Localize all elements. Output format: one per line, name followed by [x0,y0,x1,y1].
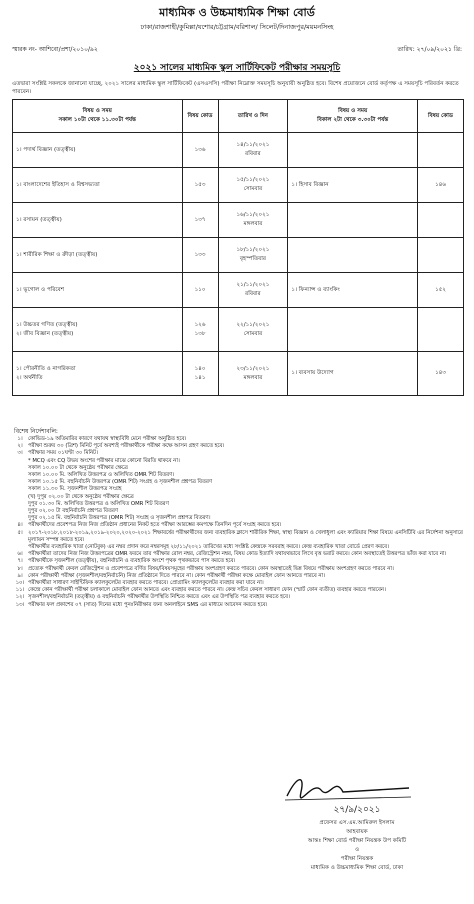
note-item [12,494,464,501]
afternoon-code: ১৪৬ [418,168,464,203]
morning-subject: ১। পৌরনীতি ও নাগরিকতা ২। অর্থনীতি [13,352,183,396]
morning-code: ১৩৩ [182,238,218,273]
header-code-2: বিষয় কোড [418,100,464,133]
note-text: সকাল ১১.৩০ মি. সৃজনশীল উত্তরপত্র সংগ্রহ [28,486,122,493]
note-number [12,472,28,479]
note-item [12,530,464,544]
afternoon-subject [288,238,418,273]
morning-subject: ১। রসায়ন (তত্ত্বীয়) [13,203,183,238]
table-row [13,352,464,396]
exam-date: ১৫/১১/২০২১ সোমবার [218,168,288,203]
note-item [12,594,464,601]
morning-code: ১২৬ ১৩৮ [182,308,218,352]
afternoon-subject [288,133,418,168]
exam-date: ১৬/১১/২০২১ মঙ্গলবার [218,203,288,238]
note-number: ১৩। [15,601,25,608]
note-text: পরীক্ষার্থীকে সৃজনশীল (তত্ত্বীয়), বহুনির্বাচনি ও ব্যবহারিক অংশে পৃথক পৃথকভাবে পাস করতে হবে। [28,558,236,565]
note-number [12,465,28,472]
note-number: ১। [17,436,23,442]
afternoon-code [418,308,464,352]
note-number: ৯। [17,572,23,579]
note-item [12,602,464,609]
note-text: প্রত্যেক পরীক্ষার্থী কেবল রেজিস্ট্রেশন ও প্রবেশপত্রে বর্ণিত বিষয়/বিষয়সমূহের পরীক্ষায় অংশগ্রহণ করতে পারবে। কোন অবস্থাতেই ভিন্ন বিষয়ে পরীক্ষায় অংশগ্রহণ করতে পারবে না। [28,565,394,572]
note-item [12,465,464,472]
note-number: ৭। [17,558,23,565]
note-number [12,515,28,522]
note-text: কোন পরীক্ষার্থী পরীক্ষা (সৃজনশীল/বহুনির্বাচনি) নিজ প্রতিষ্ঠানে দিতে পারবে না। কোন পরীক্ষার্থী পরীক্ষা কক্ষে মোবাইল ফোন আনতে পারবে না। [28,572,326,579]
note-number [12,501,28,508]
note-text: দুপুর ০১.৩০ মি. অলিখিত উত্তরপত্র ও অলিখিত OMR শিট বিতরণ [28,500,169,507]
note-text: সকাল ১০.০০ টা থেকে অনুষ্ঠেয় পরীক্ষার ক্ষেত্রে [28,464,128,471]
note-number: ৬। [17,551,23,558]
morning-subject: ১। উচ্চতর গণিত (তত্ত্বীয়) ২। জীব বিজ্ঞান (তত্ত্বীয়) [13,308,183,352]
afternoon-code [418,238,464,273]
note-item [12,522,464,529]
afternoon-code [418,203,464,238]
note-text: পরীক্ষা শুরুর ৩০ (ত্রিশ) মিনিট পূর্বে অবশ্যই পরীক্ষার্থীকে পরীক্ষা কক্ষে আসন গ্রহণ করতে হবে। [28,443,225,450]
board-name: মাধ্যমিক ও উচ্চমাধ্যমিক শিক্ষা বোর্ড [159,6,315,19]
signatory-role: আহবায়ক [346,829,368,835]
morning-code: ১৩৭ [182,203,218,238]
note-number: ৮। [17,565,23,572]
exam-date: ২১/১১/২০২১ রবিবার [218,273,288,308]
header-date: তারিখ ও দিন [218,100,288,133]
special-instructions [12,436,464,609]
note-number: ২। [17,443,23,450]
note-text: সকাল ১০.০০ মি. অলিখিত উত্তরপত্র ও অলিখিত OMR শিট বিতরণ। [28,472,175,479]
note-number [12,486,28,493]
note-text: কোভিড-১৯ অতিমারির কারণে যথাযথ স্বাস্থ্যবিধি মেনে পরীক্ষা অনুষ্ঠিত হবে। [28,436,187,442]
board-cities: ঢাকা/রাজশাহী/কুমিল্লা/যশোর/চট্টগ্রাম/বরিশাল/ সিলেট/দিনাজপুর/ময়মনসিংহ [140,23,334,31]
note-text: (খ) দুপুর ০২.০০ টা থেকে অনুষ্ঠেয় পরীক্ষার ক্ষেত্রে [28,493,134,500]
note-text: ২০১৭-২০১৮,২০১৮-২০১৯,২০১৯-২০২০,২০২০-২০২১ শিক্ষাবর্ষের পরীক্ষার্থীদের জন্য ব্যবহারিক ক্লাসে শারীরিক শিক্ষা, স্বাস্থ্য বিজ্ঞান ও খেলাধুলা এবং ক্যারিয়ার শিক্ষা বিষয়ে এনসিটিবি এর নির্দেশনা অনুসারে মূল্যায়ন সম্পন্ন করতে হবে। [28,529,463,543]
note-text: কেন্দ্রে কোন পরীক্ষার্থী পরীক্ষা চলাকালে মোবাইল ফোন আনতে এবং ব্যবহার করতে পারবে না। কেন্দ্র সচিব কেবল সাধারণ ফোন (স্মার্ট ফোন ব্যতীত) ব্যবহার করতে পারবেন। [28,587,386,594]
document-title: ২০২১ সালের মাধ্যমিক স্কুল সার্টিফিকেট পরীক্ষার সময়সূচি [133,63,341,73]
note-number: ১২। [15,594,25,601]
note-item [12,501,464,508]
afternoon-subject: ১। ফিন্যান্স ও ব্যাংকিং [288,273,418,308]
note-number: ৫। [17,529,23,536]
afternoon-code [418,133,464,168]
note-number [12,458,28,465]
exam-schedule-table [12,99,464,396]
intro-paragraph: এতদ্বারা সংশ্লিষ্ট সকলকে জানানো যাচ্ছে, ২০২১ সালের মাধ্যমিক স্কুল সার্টিফিকেট (এসএসসি) পরীক্ষা নিম্নোক্ত সময়সূচি অনুযায়ী অনুষ্ঠিত হবে। বিশেষ প্রয়োজনে বোর্ড কর্তৃপক্ষ এ সময়সূচি পরিবর্তন করতে পারবেন। [12,81,459,95]
signatory-board: মাধ্যমিক ও উচ্চমাধ্যমিক শিক্ষা বোর্ড, ঢাকা [310,865,404,871]
notes-title: বিশেষ নির্দেশাবলি: [14,428,58,435]
exam-date: ১৪/১১/২০২১ রবিবার [218,133,288,168]
afternoon-subject: ১। হিসাব বিজ্ঞান [288,168,418,203]
note-number [12,494,28,501]
header-code-1: বিষয় কোড [182,100,218,133]
morning-subject: ১। শারীরিক শিক্ষা ও ক্রীড়া (তত্ত্বীয়) [13,238,183,273]
note-text: পরীক্ষার্থীদের প্রবেশপত্র নিজ নিজ প্রতিষ্ঠান প্রধানের নিকট হতে পরীক্ষা আরম্ভের কমপক্ষে তিনদিন পূর্বে সংগ্রহ করতে হবে। [28,522,282,529]
exam-date: ২২/১১/২০২১ সোমবার [218,308,288,352]
signatory-name: প্রফেসর এস.এম.আমিরুল ইসলাম [319,820,395,826]
note-item [12,558,464,565]
morning-subject: ১। পদার্থ বিজ্ঞান (তত্ত্বীয়) [13,133,183,168]
memo-number: স্মারক নং- আশিবো/প্রশা/২০১০/৯২ [12,46,98,53]
morning-code: ১৪০ ১৪১ [182,352,218,396]
afternoon-subject [288,308,418,352]
morning-code: ১১০ [182,273,218,308]
signatory-title: পরীক্ষা নিয়ন্ত্রক [340,856,374,862]
note-number: ৩। [17,450,23,457]
signature-mark [283,770,413,802]
header-afternoon: বিষয় ও সময় বিকাল ২টা থেকে ৩.৩০টা পর্যন্ত [288,100,418,133]
note-text: পরীক্ষার্থীরা তাদের নিজ নিজ উত্তরপত্রের OMR ফরমে তার পরীক্ষার রোল নম্বর, রেজিস্ট্রেশন নম্বর, বিষয় কোড ইত্যাদি যথাযথভাবে লিখে বৃত্ত ভরাট করবে। কোন অবস্থাতেই উত্তরপত্র ভাঁজ করা যাবে না। [28,551,447,558]
note-number: ১০। [15,580,25,587]
table-header-row [13,100,464,133]
signatory-committee: আন্তঃ শিক্ষা বোর্ড পরীক্ষা নিয়ন্ত্রক উপ কমিটি [307,838,407,844]
note-number [12,479,28,486]
note-text: পরীক্ষার ফল প্রকাশের ০৭ (সাত) দিনের মধ্যে পুনঃনিরীক্ষার জন্য অনলাইনে SMS এর মাধ্যমে আবেদন করতে হবে। [28,601,268,608]
issue-date: তারিখ: ২৭/০৯/২০২১ খ্রি: [397,46,462,53]
afternoon-code: ১৪৩ [418,352,464,396]
table-row [13,168,464,203]
note-text: পরীক্ষার সময় ০১ঘণ্টা ৩০ মিনিট। [28,450,98,457]
note-text: দুপুর ০২.১৫ মি. বহুনির্বাচনি উত্তরপত্র (OMR শিট) সংগ্রহ ও সৃজনশীল প্রশ্নপত্র বিতরণ। [28,515,211,522]
note-item [12,566,464,573]
note-text: পরীক্ষার্থীর ব্যবহারিক খাতা (নোটবুক) এর নম্বর প্রদান করে নম্বরসমূহ ২৮/১১/২০২১ তারিখের মধ্যে সংশ্লিষ্ট কেন্দ্রকে সরবরাহ করবে। কেন্দ্র ব্যবহারিক খাতা বোর্ডে প্রেরণ করবে। [28,544,389,551]
note-item [12,486,464,493]
afternoon-code: ১৫২ [418,273,464,308]
morning-subject: ১। ভূগোল ও পরিবেশ [13,273,183,308]
note-item [12,573,464,580]
table-row [13,238,464,273]
note-number [12,544,28,551]
note-text: * MCQ এবং CQ উভয় অংশের পরীক্ষার মাঝে কোনো বিরতি থাকবে না। [28,457,180,464]
exam-date: ২৩/১১/২০২১ মঙ্গলবার [218,352,288,396]
signature-block [250,806,464,873]
afternoon-subject: ১। ব্যবসায় উদ্যোগ [288,352,418,396]
afternoon-subject [288,203,418,238]
signatory-and: ও [354,847,360,853]
note-number [12,508,28,515]
note-item [12,458,464,465]
morning-code: ১৫৩ [182,168,218,203]
table-row [13,133,464,168]
exam-date: ১৮/১১/২০২১ বৃহস্পতিবার [218,238,288,273]
signature-date: ২৭/৯/২০২১ [333,805,381,815]
morning-code: ১৩৬ [182,133,218,168]
table-row [13,308,464,352]
morning-subject: ১। বাংলাদেশের ইতিহাস ও বিশ্বসভ্যতা [13,168,183,203]
note-text: পরীক্ষার্থীরা সাধারণ সাইন্টিফিক ক্যালকুলেটর ব্যবহার করতে পারবে। প্রোগ্রামিং ক্যালকুলেটর ব্যবহার করা যাবে না। [28,580,264,587]
table-row [13,273,464,308]
note-number: ৪। [17,522,23,529]
table-row [13,203,464,238]
note-item [12,450,464,457]
note-text: সৃজনশীল/বহুনির্বাচনি (তত্ত্বীয়) ও বহুনির্বাচনি পরীক্ষার্থীর উপস্থিতি নিশ্চিত করতে এবং এর উপস্থিতি পত্র ব্যবহার করতে হবে। [28,594,290,601]
note-text: সকাল ১০.১৫ মি. বহুনির্বাচনি উত্তরপত্র (OMR শিট) সংগ্রহ ও সৃজনশীল প্রশ্নপত্র বিতরণ [28,479,212,486]
header-morning: বিষয় ও সময় সকাল ১০টা থেকে ১১.৩০টা পর্যন্ত [13,100,183,133]
note-number: ১১। [15,587,25,594]
note-text: দুপুর ০২.০০ টা বহুনির্বাচনি প্রশ্নপত্র বিতরণ [28,508,118,515]
